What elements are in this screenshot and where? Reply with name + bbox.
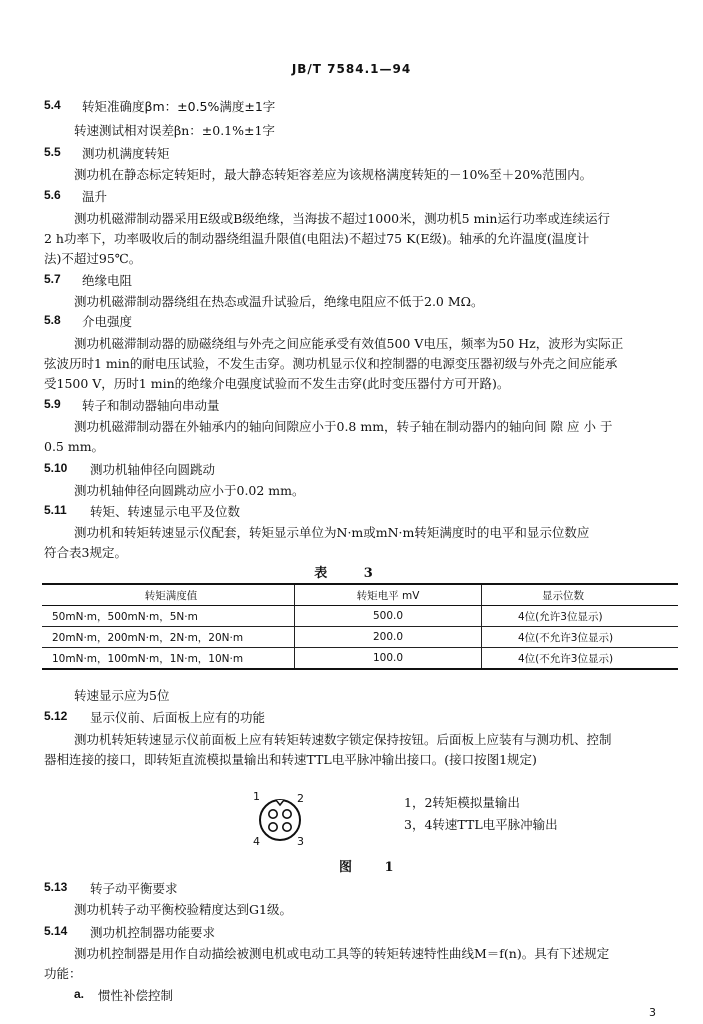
body-line: 测功机轴伸径向圆跳动应小于0.02 mm。 — [74, 483, 305, 498]
column-header: 转矩满度值 — [42, 584, 295, 606]
section-number: 5.6 — [44, 188, 61, 202]
section-title: 转矩准确度βm：±0.5%满度±1字 — [82, 99, 276, 114]
section-title: 绝缘电阻 — [82, 273, 133, 288]
standard-header: JB/T 7584.1—94 — [291, 62, 412, 76]
pin-label-3: 3 — [297, 835, 304, 848]
section-title: 测功机控制器功能要求 — [90, 925, 216, 940]
connector-pin-3 — [283, 823, 291, 831]
body-line: 弦波历时1 min的耐电压试验，不发生击穿。测功机显示仪和控制器的电源变压器初级与外壳之间应能承 — [44, 356, 618, 371]
table-cell: 100.0 — [295, 648, 482, 670]
section-title: 转子动平衡要求 — [90, 881, 178, 896]
table-cell: 50mN·m，500mN·m，5N·m — [42, 606, 295, 627]
table-cell: 4位(允许3位显示) — [482, 606, 679, 627]
section-number: 5.10 — [44, 461, 68, 475]
table-3 — [42, 583, 678, 670]
body-line: 转速测试相对误差βn：±0.1%±1字 — [74, 123, 275, 138]
section-title: 测功机满度转矩 — [82, 146, 170, 161]
list-marker: a. — [74, 987, 85, 1001]
body-line: 测功机在静态标定转矩时，最大静态转矩容差应为该规格满度转矩的－10%至＋20%范围内。 — [74, 167, 593, 182]
section-number: 5.12 — [44, 709, 68, 723]
figure-legend-line: 1，2转矩模拟量输出 — [404, 795, 520, 810]
body-line: 符合表3规定。 — [44, 545, 127, 560]
body-line: 测功机控制器是用作自动描绘被测电机或电动工具等的转矩转速特性曲线M＝f(n)。具有下述规定 — [74, 946, 610, 961]
body-line: 测功机转子动平衡校验精度达到G1级。 — [74, 902, 292, 917]
section-number: 5.13 — [44, 880, 68, 894]
table-cell: 10mN·m，100mN·m，1N·m，10N·m — [42, 648, 295, 670]
table-row — [42, 606, 678, 627]
section-title: 温升 — [82, 189, 108, 204]
pin-label-4: 4 — [253, 835, 260, 848]
figure-legend-line: 3，4转速TTL电平脉冲输出 — [404, 817, 558, 832]
section-number: 5.7 — [44, 272, 61, 286]
table-row — [42, 648, 678, 670]
table-cell: 4位(不允许3位显示) — [482, 627, 679, 648]
section-title: 转矩、转速显示电平及位数 — [90, 504, 241, 519]
body-line: 测功机转矩转速显示仪前面板上应有转矩转速数字锁定保持按钮。后面板上应装有与测功机、控制 — [74, 732, 612, 747]
pin-label-1: 1 — [253, 790, 260, 803]
connector-pin-1 — [269, 810, 277, 818]
section-number: 5.8 — [44, 313, 61, 327]
table-cell: 20mN·m，200mN·m，2N·m，20N·m — [42, 627, 295, 648]
body-line: 受1500 V，历时1 min的绝缘介电强度试验而不发生击穿(此时变压器付方可开路)。 — [44, 376, 510, 391]
body-line: 器相连接的接口，即转矩直流模拟量输出和转速TTL电平脉冲输出接口。(接口按图1规定) — [44, 752, 537, 767]
figure-caption: 图 1 — [339, 860, 408, 875]
table-caption: 表 3 — [314, 566, 389, 581]
body-line: 测功机磁滞制动器的励磁绕组与外壳之间应能承受有效值500 V电压，频率为50 Hz，波形为实际正 — [74, 336, 624, 351]
body-line: 测功机磁滞制动器采用E级或B级绝缘，当海拔不超过1000米，测功机5 min运行功率或连续运行 — [74, 211, 610, 226]
table-cell: 200.0 — [295, 627, 482, 648]
section-number: 5.9 — [44, 397, 61, 411]
section-number: 5.5 — [44, 145, 61, 159]
body-line: 测功机磁滞制动器在外轴承内的轴向间隙应小于0.8 mm，转子轴在制动器内的轴向间 隙 应 小 于 — [74, 419, 613, 434]
list-item-title: 惯性补偿控制 — [98, 988, 174, 1003]
table-row — [42, 627, 678, 648]
section-title: 介电强度 — [82, 314, 133, 329]
body-line: 测功机和转矩转速显示仪配套，转矩显示单位为N·m或mN·m转矩满度时的电平和显示位数应 — [74, 525, 590, 540]
connector-pin-4 — [269, 823, 277, 831]
body-line: 2 h功率下，功率吸收后的制动器绕组温升限值(电阻法)不超过75 K(E级)。轴承的允许温度(温度计 — [44, 231, 590, 246]
connector-key-notch — [276, 800, 284, 805]
body-line: 法)不超过95℃。 — [44, 251, 142, 266]
column-header: 显示位数 — [482, 584, 679, 606]
column-header: 转矩电平 mV — [295, 584, 482, 606]
table-cell: 4位(不允许3位显示) — [482, 648, 679, 670]
section-number: 5.4 — [44, 98, 61, 112]
body-line: 测功机磁滞制动器绕组在热态或温升试验后，绝缘电阻应不低于2.0 MΩ。 — [74, 294, 484, 309]
body-line: 0.5 mm。 — [44, 439, 105, 454]
section-number: 5.11 — [44, 503, 67, 517]
pin-label-2: 2 — [297, 792, 304, 805]
page-number: 3 — [649, 1006, 656, 1019]
section-title: 显示仪前、后面板上应有的功能 — [90, 710, 266, 725]
body-line: 功能： — [44, 966, 82, 981]
table-header-row — [42, 584, 678, 606]
section-title: 转子和制动器轴向串动量 — [82, 398, 220, 413]
section-number: 5.14 — [44, 924, 68, 938]
table-cell: 500.0 — [295, 606, 482, 627]
connector-pin-2 — [283, 810, 291, 818]
section-title: 测功机轴伸径向圆跳动 — [90, 462, 216, 477]
body-line: 转速显示应为5位 — [74, 688, 170, 703]
